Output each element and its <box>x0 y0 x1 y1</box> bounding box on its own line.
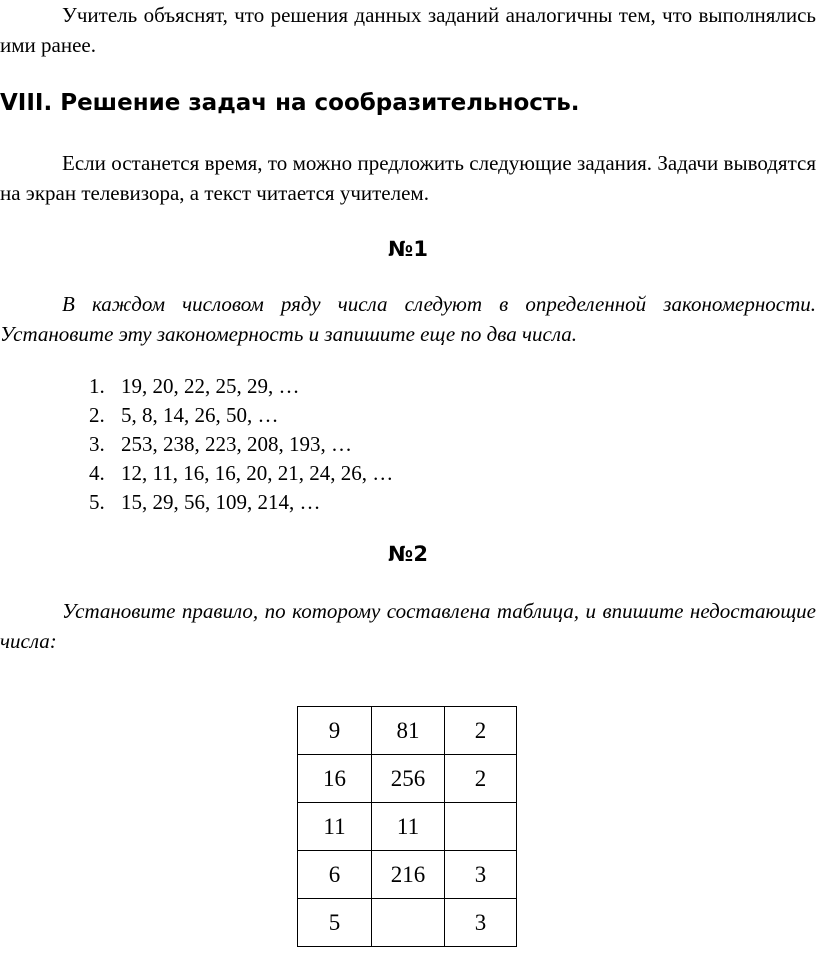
table-cell <box>445 803 517 851</box>
list-item-text: 19, 20, 22, 25, 29, … <box>121 374 300 398</box>
table-cell: 11 <box>298 803 372 851</box>
list-item-text: 253, 238, 223, 208, 193, … <box>121 432 352 456</box>
task1-instruction: В каждом числовом ряду числа следуют в определенной закономерности. Установите эту закономерность и запишите еще по два числа. <box>0 292 816 346</box>
table-row <box>298 755 517 803</box>
list-item-number: 2. <box>89 403 105 427</box>
table-cell: 5 <box>298 899 372 947</box>
list-item-text: 12, 11, 16, 16, 20, 21, 24, 26, … <box>121 461 394 485</box>
list-item-number: 3. <box>89 432 105 456</box>
table-row <box>298 707 517 755</box>
table-cell: 3 <box>445 851 517 899</box>
list-item-text: 5, 8, 14, 26, 50, … <box>121 403 279 427</box>
table-cell: 9 <box>298 707 372 755</box>
table-row <box>298 851 517 899</box>
list-item-number: 4. <box>89 461 105 485</box>
list-item-number: 1. <box>89 374 105 398</box>
task2-title: №2 <box>388 542 428 566</box>
table-row <box>298 899 517 947</box>
rule-table <box>297 706 517 947</box>
section-heading: VIII. Решение задач на сообразительность. <box>0 90 580 116</box>
table-row <box>298 803 517 851</box>
table-cell <box>372 899 445 947</box>
intro-paragraph: Учитель объяснят, что решения данных заданий аналогичны тем, что выполнялись ими ранее. <box>0 3 816 57</box>
table-cell: 11 <box>372 803 445 851</box>
task1-title: №1 <box>388 237 428 261</box>
section-paragraph: Если останется время, то можно предложить следующие задания. Задачи выводятся на экран телевизора, а текст читается учителем. <box>0 151 816 205</box>
table-cell: 6 <box>298 851 372 899</box>
table-cell: 81 <box>372 707 445 755</box>
list-item-number: 5. <box>89 490 105 514</box>
table-cell: 2 <box>445 755 517 803</box>
table-cell: 16 <box>298 755 372 803</box>
task2-instruction: Установите правило, по которому составлена таблица, и впишите недостающие числа: <box>0 599 816 653</box>
table-cell: 216 <box>372 851 445 899</box>
list-item-text: 15, 29, 56, 109, 214, … <box>121 490 321 514</box>
table-cell: 2 <box>445 707 517 755</box>
table-cell: 3 <box>445 899 517 947</box>
table-cell: 256 <box>372 755 445 803</box>
